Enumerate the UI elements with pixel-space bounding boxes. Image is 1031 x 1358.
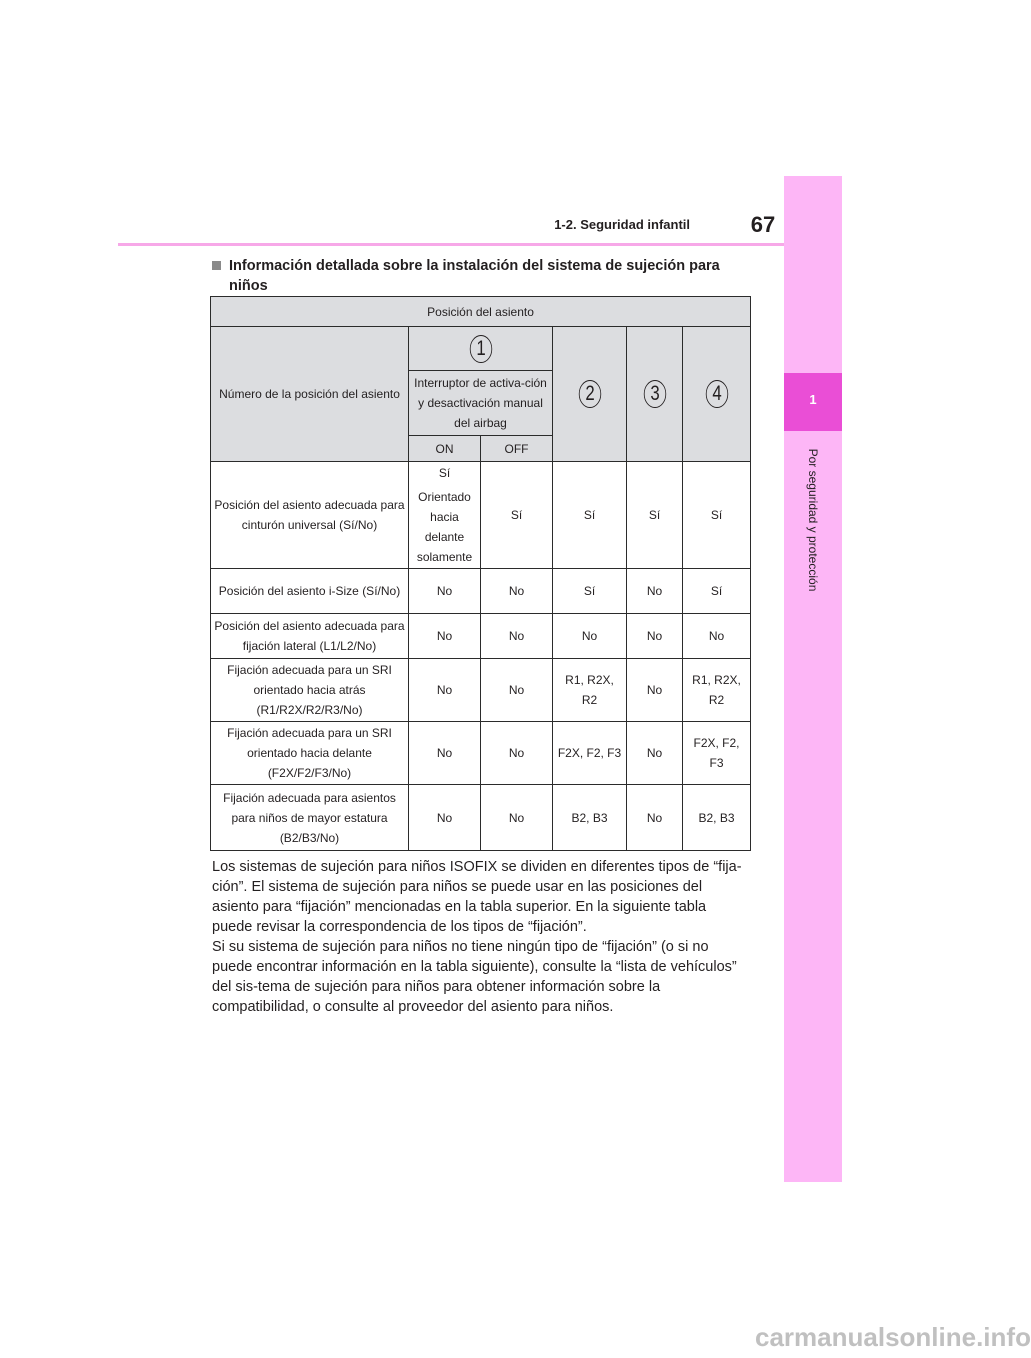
table-cell: No	[683, 614, 751, 659]
table-cell: Sí	[627, 462, 683, 569]
table-cell: No	[481, 614, 553, 659]
table-cell: Sí	[683, 569, 751, 614]
table-cell: No	[553, 614, 627, 659]
watermark-text: carmanualsonline.info	[755, 1322, 1031, 1352]
airbag-switch-label: Interruptor de activa-ción y desactivación manual del airbag	[409, 371, 553, 436]
row-label: Posición del asiento i-Size (Sí/No)	[211, 569, 409, 614]
row-label: Fijación adecuada para asientos para niños de mayor estatura (B2/B3/No)	[211, 785, 409, 851]
table-cell: No	[481, 659, 553, 722]
table-cell: R1, R2X, R2	[683, 659, 751, 722]
table-cell: No	[627, 785, 683, 851]
table-cell: Sí	[683, 462, 751, 569]
airbag-on-label: ON	[409, 436, 481, 462]
body-text	[212, 857, 747, 1017]
table-row	[211, 722, 751, 785]
table-cell: B2, B3	[683, 785, 751, 851]
cell-note: Orientado hacia delante solamente	[416, 490, 473, 564]
table-cell: No	[481, 722, 553, 785]
circled-number-1: 1	[469, 335, 491, 363]
table-row	[211, 569, 751, 614]
table-row	[211, 785, 751, 851]
airbag-off-label: OFF	[481, 436, 553, 462]
cell-value: Sí	[438, 466, 451, 480]
table-cell: Sí	[481, 462, 553, 569]
table-cell: No	[409, 722, 481, 785]
table-cell: No	[627, 722, 683, 785]
section-heading	[212, 256, 742, 296]
page-number: 67	[750, 212, 776, 237]
table-cell: No	[409, 785, 481, 851]
header-rule	[118, 243, 784, 246]
table-cell: Sí	[553, 462, 627, 569]
chapter-number: 1	[809, 392, 817, 407]
section-title: 1-2. Seguridad infantil	[554, 217, 690, 232]
table-cell: No	[627, 659, 683, 722]
table-cell: R1, R2X, R2	[553, 659, 627, 722]
table-cell	[409, 462, 481, 569]
row-label: Posición del asiento adecuada para fijación lateral (L1/L2/No)	[211, 614, 409, 659]
heading-text: Información detallada sobre la instalación del sistema de sujeción para niños	[229, 258, 720, 294]
table-cell: No	[409, 659, 481, 722]
paragraph: Si su sistema de sujeción para niños no tiene ningún tipo de “fijación” (o si no puede encontrar información en la tabla siguiente), consulte la “lista de vehículos” del sis-tema de sujeción para niños para obtener información sobre la compatibilidad, o consulte al proveedor del asiento para niños.	[212, 939, 737, 1015]
table-row	[211, 614, 751, 659]
table-cell: F2X, F2, F3	[683, 722, 751, 785]
table-row	[211, 659, 751, 722]
table-cell: Sí	[553, 569, 627, 614]
circled-number-2: 2	[578, 380, 600, 408]
seat-number-2	[553, 327, 627, 462]
table-cell: No	[481, 785, 553, 851]
circled-number-3: 3	[643, 380, 665, 408]
table-cell: F2X, F2, F3	[553, 722, 627, 785]
row-label: Fijación adecuada para un SRI orientado hacia delante (F2X/F2/F3/No)	[211, 722, 409, 785]
seat-position-table	[210, 296, 751, 851]
row-label-header: Número de la posición del asiento	[211, 327, 409, 462]
seat-number-4	[683, 327, 751, 462]
paragraph: Los sistemas de sujeción para niños ISOFIX se dividen en diferentes tipos de “fija-ción”. El sistema de sujeción para niños se puede usar en las posiciones del asiento para “fijación” mencionadas en la tabla superior. En la siguiente tabla puede revisar la correspondencia de los tipos de “fijación”.	[212, 859, 742, 935]
table-cell: No	[409, 569, 481, 614]
row-label: Posición del asiento adecuada para cinturón universal (Sí/No)	[211, 462, 409, 569]
table-cell: B2, B3	[553, 785, 627, 851]
seat-number-1	[409, 327, 553, 371]
table-cell: No	[481, 569, 553, 614]
row-label: Fijación adecuada para un SRI orientado hacia atrás (R1/R2X/R2/R3/No)	[211, 659, 409, 722]
square-bullet-icon	[212, 261, 221, 270]
table-cell: No	[627, 614, 683, 659]
table-row	[211, 462, 751, 569]
chapter-title: Por seguridad y protección	[806, 448, 820, 592]
seat-number-3	[627, 327, 683, 462]
circled-number-4: 4	[705, 380, 727, 408]
table-cell: No	[627, 569, 683, 614]
table-cell: No	[409, 614, 481, 659]
side-tab	[784, 176, 842, 1182]
seat-position-header: Posición del asiento	[211, 297, 751, 327]
